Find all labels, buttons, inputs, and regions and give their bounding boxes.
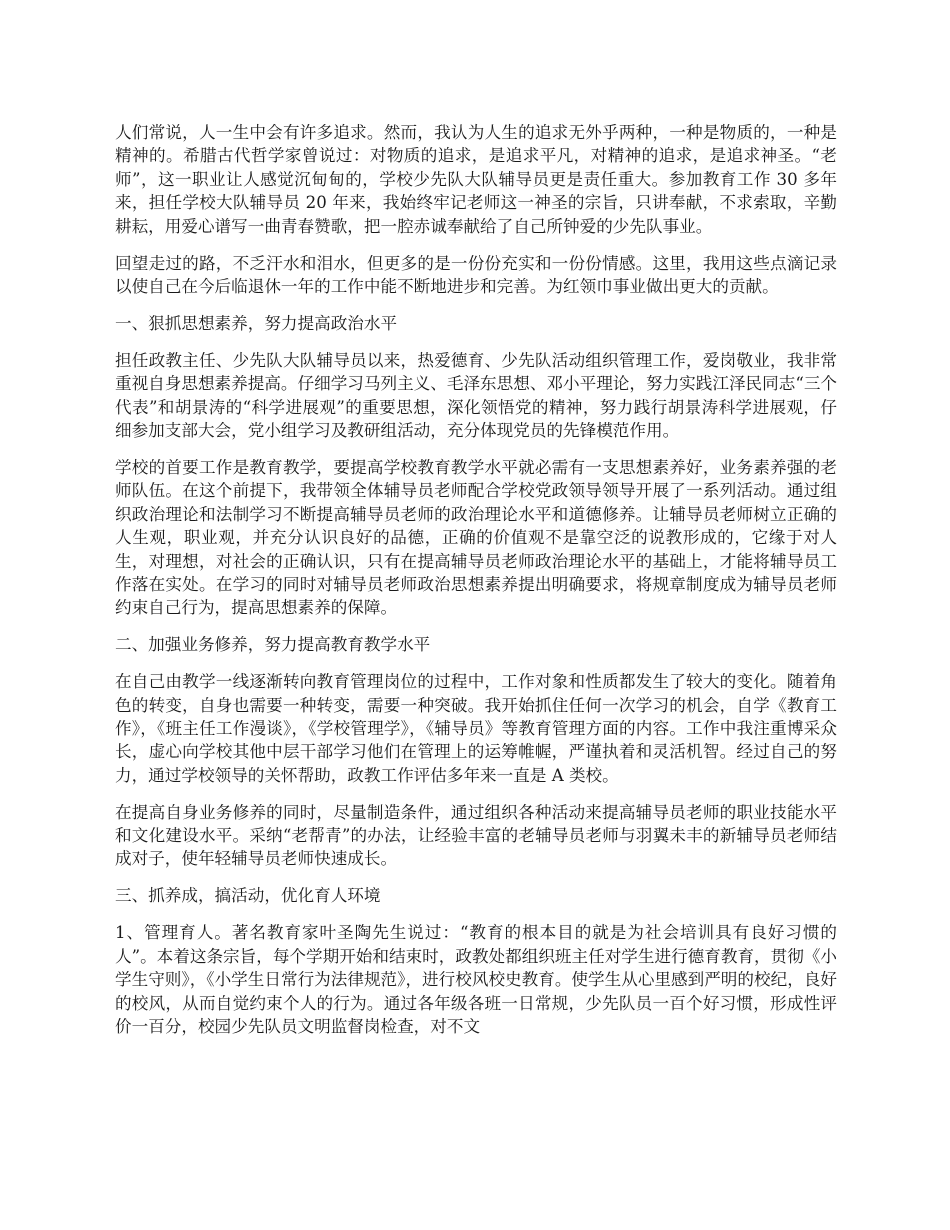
paragraph-section3-a: 1、管理育人。著名教育家叶圣陶先生说过：“教育的根本目的就是为社会培训具有良好习惯的人”。本着这条宗旨，每个学期开始和结束时，政教处都组织班主任对学生进行德育教育，贯彻《小学生守则》，《小学生日常行为法律规范》，进行校风校史教育。使学生从心里感到严明的校纪，良好的校风，从而自觉约束个人的行为。通过各年级各班一日常规，少先队员一百个好习惯，形成性评价一百分，校园少先队员文明监督岗检查，对不文 — [115, 923, 838, 1036]
paragraph-review: 回望走过的路，不乏汗水和泪水，但更多的是一份份充实和一份份情感。这里，我用这些点滴记录以使自己在今后临退休一年的工作中能不断地进步和完善。为红领巾事业做出更大的贡献。 — [115, 253, 837, 296]
paragraph-section1-b: 学校的首要工作是教育教学，要提高学校教育教学水平就必需有一支思想素养好，业务素养强的老师队伍。在这个前提下，我带领全体辅导员老师配合学校党政领导领导开展了一系列活动。通过组织政治理论和法制学习不断提高辅导员老师的政治理论水平和道德修养。让辅导员老师树立正确的人生观，职业观，并充分认识良好的品德，正确的价值观不是靠空泛的说教形成的，它缘于对人生，对理想，对社会的正确认识，只有在提高辅导员老师政治理论水平的基础上，才能将辅导员工作落在实处。在学习的同时对辅导员老师政治思想素养提出明确要求，将规章制度成为辅导员老师约束自己行为，提高思想素养的保障。 — [115, 457, 837, 618]
section-heading-1: 一、狠抓思想素养，努力提高政治水平 — [115, 313, 398, 333]
document-body — [115, 121, 837, 1052]
section-heading-2: 二、加强业务修养，努力提高教育教学水平 — [115, 635, 431, 655]
section-heading-3: 三、抓养成，搞活动，优化育人环境 — [115, 886, 381, 906]
paragraph-intro: 人们常说，人一生中会有许多追求。然而，我认为人生的追求无外乎两种，一种是物质的，一种是精神的。希腊古代哲学家曾说过：对物质的追求，是追求平凡，对精神的追求，是追求神圣。“老师”，这一职业让人感觉沉甸甸的，学校少先队大队辅导员更是责任重大。参加教育工作 30 多年来，担任学校大队辅导员 20 年来，我始终牢记老师这一神圣的宗旨，只讲奉献，不求索取，辛勤耕耘，用爱心谱写一曲青春赞歌，把一腔赤诚奉献给了自己所钟爱的少先队事业。 — [115, 123, 837, 236]
paragraph-section2-a: 在自己由教学一线逐渐转向教育管理岗位的过程中，工作对象和性质都发生了较大的变化。随着角色的转变，自身也需要一种转变，需要一种突破。我开始抓住任何一次学习的机会，自学《教育工作》，《班主任工作漫谈》，《学校管理学》，《辅导员》等教育管理方面的内容。工作中我注重博采众长，虚心向学校其他中层干部学习他们在管理上的运筹帷幄，严谨执着和灵活机智。经过自己的努力，通过学校领导的关怀帮助，政教工作评估多年来一直是 A 类校。 — [115, 672, 837, 785]
paragraph-section2-b: 在提高自身业务修养的同时，尽量制造条件，通过组织各种活动来提高辅导员老师的职业技能水平和文化建设水平。采纳“老帮青”的办法，让经验丰富的老辅导员老师与羽翼未丰的新辅导员老师结成对子，使年轻辅导员老师快速成长。 — [115, 802, 837, 869]
paragraph-section1-a: 担任政教主任、少先队大队辅导员以来，热爱德育、少先队活动组织管理工作，爱岗敬业，我非常重视自身思想素养提高。仔细学习马列主义、毛泽东思想、邓小平理论，努力实践江泽民同志“三个代表”和胡景涛的“科学进展观”的重要思想，深化领悟党的精神，努力践行胡景涛科学进展观，仔细参加支部大会，党小组学习及教研组活动，充分体现党员的先锋模范作用。 — [115, 350, 838, 440]
